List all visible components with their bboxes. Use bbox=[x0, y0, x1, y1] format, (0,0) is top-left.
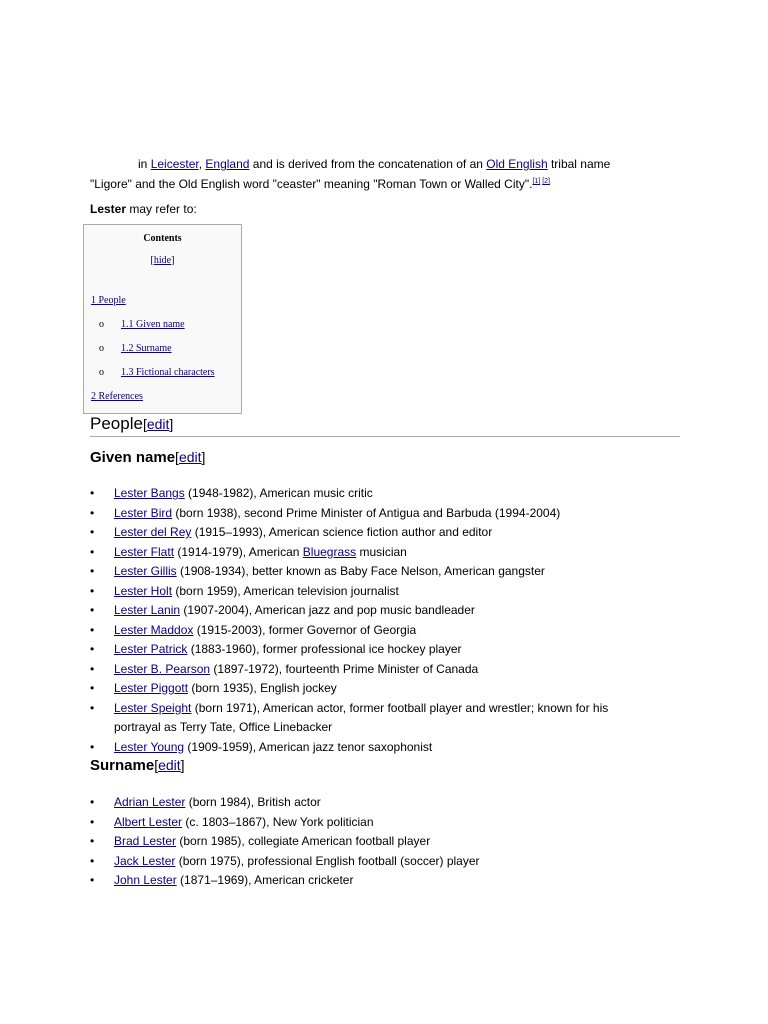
person-description: (1948-1982), American music critic bbox=[184, 486, 373, 500]
list-item bbox=[90, 562, 650, 582]
intro-text: and is derived from the concatenation of an bbox=[249, 157, 487, 171]
person-description: (1897-1972), fourteenth Prime Minister of Canada bbox=[210, 661, 479, 676]
person-description: (1909-1959), American jazz tenor saxophonist bbox=[184, 739, 433, 754]
toc-item-given-name[interactable]: 1.1 Given name bbox=[121, 319, 185, 330]
given-name-heading bbox=[90, 447, 205, 468]
intro-text: , bbox=[198, 157, 206, 171]
person-description: (1915-2003), former Governor of Georgia bbox=[193, 622, 417, 637]
surname-heading bbox=[90, 755, 185, 776]
bracket: ] bbox=[169, 416, 174, 432]
intro-text: in bbox=[138, 157, 151, 171]
person-link[interactable]: Lester Speight bbox=[114, 700, 192, 715]
list-item bbox=[90, 793, 650, 813]
bracket: [ bbox=[150, 255, 154, 266]
people-edit-link[interactable]: edit bbox=[146, 416, 170, 432]
given-name-edit-link[interactable]: edit bbox=[178, 449, 202, 465]
person-link[interactable]: Lester Maddox bbox=[114, 622, 194, 637]
bracket: [ bbox=[175, 449, 179, 465]
toc-bullet: o bbox=[99, 319, 104, 330]
given-name-list bbox=[90, 484, 650, 757]
given-name-heading-text: Given name bbox=[90, 449, 176, 466]
disambiguation-line bbox=[90, 200, 197, 218]
person-description: (born 1938), second Prime Minister of Antigua and Barbuda (1994-2004) bbox=[172, 505, 561, 520]
list-item bbox=[90, 601, 650, 621]
list-item bbox=[90, 699, 650, 738]
reference-1-link[interactable]: [1] bbox=[532, 178, 541, 185]
person-description: (born 1975), professional English football (soccer) player bbox=[175, 853, 480, 868]
surname-heading-text: Surname bbox=[90, 757, 155, 774]
list-item bbox=[90, 660, 650, 680]
intro-text: tribal name "Ligore" and the Old English word "ceaster" meaning "Roman Town or Walled City". bbox=[90, 157, 611, 191]
person-link[interactable]: Lester Gillis bbox=[114, 564, 177, 578]
list-item bbox=[90, 832, 650, 852]
reference-2-link[interactable]: [2] bbox=[542, 178, 550, 185]
list-item bbox=[90, 813, 650, 833]
person-link[interactable]: Lester Flatt bbox=[114, 544, 175, 559]
person-description: (born 1959), American television journalist bbox=[172, 583, 399, 598]
toc-item-fictional-characters[interactable]: 1.3 Fictional characters bbox=[121, 367, 215, 378]
people-heading-text: People bbox=[90, 414, 143, 433]
toc-hide-toggle bbox=[84, 255, 241, 266]
person-link[interactable]: Lester B. Pearson bbox=[114, 661, 211, 676]
surname-edit-link[interactable]: edit bbox=[158, 757, 181, 773]
england-link[interactable]: England bbox=[205, 157, 250, 171]
bracket: ] bbox=[201, 449, 206, 465]
bracket: [ bbox=[142, 416, 147, 432]
old-english-link[interactable]: Old English bbox=[486, 157, 548, 171]
list-item bbox=[90, 679, 650, 699]
person-description: (born 1984), British actor bbox=[185, 795, 321, 809]
person-link[interactable]: Adrian Lester bbox=[114, 795, 186, 809]
person-link[interactable]: Lester Lanin bbox=[114, 603, 181, 617]
person-description: (1907-2004), American jazz and pop music bandleader bbox=[180, 603, 475, 617]
toc-item-references[interactable]: 2 References bbox=[91, 391, 143, 402]
person-link[interactable]: Lester Holt bbox=[114, 583, 173, 598]
person-description: (born 1971), American actor, former football player and wrestler; known for his portrayal as Terry Tate, Office Linebacker bbox=[114, 700, 609, 734]
toc-hide-link[interactable]: hide bbox=[153, 255, 172, 266]
person-link[interactable]: Lester Patrick bbox=[114, 642, 188, 656]
person-link[interactable]: Lester del Rey bbox=[114, 525, 192, 539]
list-item bbox=[90, 640, 650, 660]
toc-title: Contents bbox=[143, 233, 182, 244]
person-link[interactable]: Lester Bird bbox=[114, 505, 173, 520]
bracket: [ bbox=[154, 757, 159, 773]
list-item bbox=[90, 871, 650, 891]
list-item bbox=[90, 504, 650, 524]
person-link[interactable]: Brad Lester bbox=[114, 834, 177, 848]
person-link[interactable]: John Lester bbox=[114, 873, 177, 887]
bracket: ] bbox=[180, 757, 185, 773]
person-description: (c. 1803–1867), New York politician bbox=[182, 814, 374, 829]
toc-item-surname[interactable]: 1.2 Surname bbox=[121, 343, 172, 354]
list-item bbox=[90, 852, 650, 872]
heading-divider bbox=[90, 436, 680, 437]
person-link[interactable]: Lester Piggott bbox=[114, 681, 189, 695]
toc-bullet: o bbox=[99, 367, 104, 378]
list-item bbox=[90, 582, 650, 602]
table-of-contents bbox=[83, 224, 242, 414]
toc-bullet: o bbox=[99, 343, 104, 354]
list-item bbox=[90, 543, 650, 563]
bracket: ] bbox=[171, 255, 175, 266]
toc-item-people[interactable]: 1 People bbox=[91, 295, 126, 306]
list-item bbox=[90, 523, 650, 543]
person-description: musician bbox=[356, 544, 407, 559]
person-link[interactable]: Lester Young bbox=[114, 739, 185, 754]
person-description: (born 1985), collegiate American football player bbox=[176, 834, 431, 848]
surname-list bbox=[90, 793, 650, 891]
person-description: (1883-1960), former professional ice hockey player bbox=[187, 642, 462, 656]
intro-paragraph bbox=[90, 155, 650, 193]
person-link[interactable]: Albert Lester bbox=[114, 814, 183, 829]
leicester-link[interactable]: Leicester bbox=[150, 157, 199, 171]
person-description: (born 1935), English jockey bbox=[188, 681, 337, 695]
list-item bbox=[90, 621, 650, 641]
bluegrass-link[interactable]: Bluegrass bbox=[302, 544, 357, 559]
refer-text: may refer to: bbox=[126, 202, 197, 216]
people-heading bbox=[90, 413, 173, 435]
person-description: (1908-1934), better known as Baby Face Nelson, American gangster bbox=[176, 564, 545, 578]
person-link[interactable]: Lester Bangs bbox=[114, 486, 185, 500]
person-description: (1914-1979), American bbox=[174, 544, 303, 559]
person-description: (1915–1993), American science fiction author and editor bbox=[191, 525, 493, 539]
person-link[interactable]: Jack Lester bbox=[114, 853, 176, 868]
term-bold: Lester bbox=[90, 202, 127, 216]
person-description: (1871–1969), American cricketer bbox=[176, 873, 354, 887]
list-item bbox=[90, 484, 650, 504]
